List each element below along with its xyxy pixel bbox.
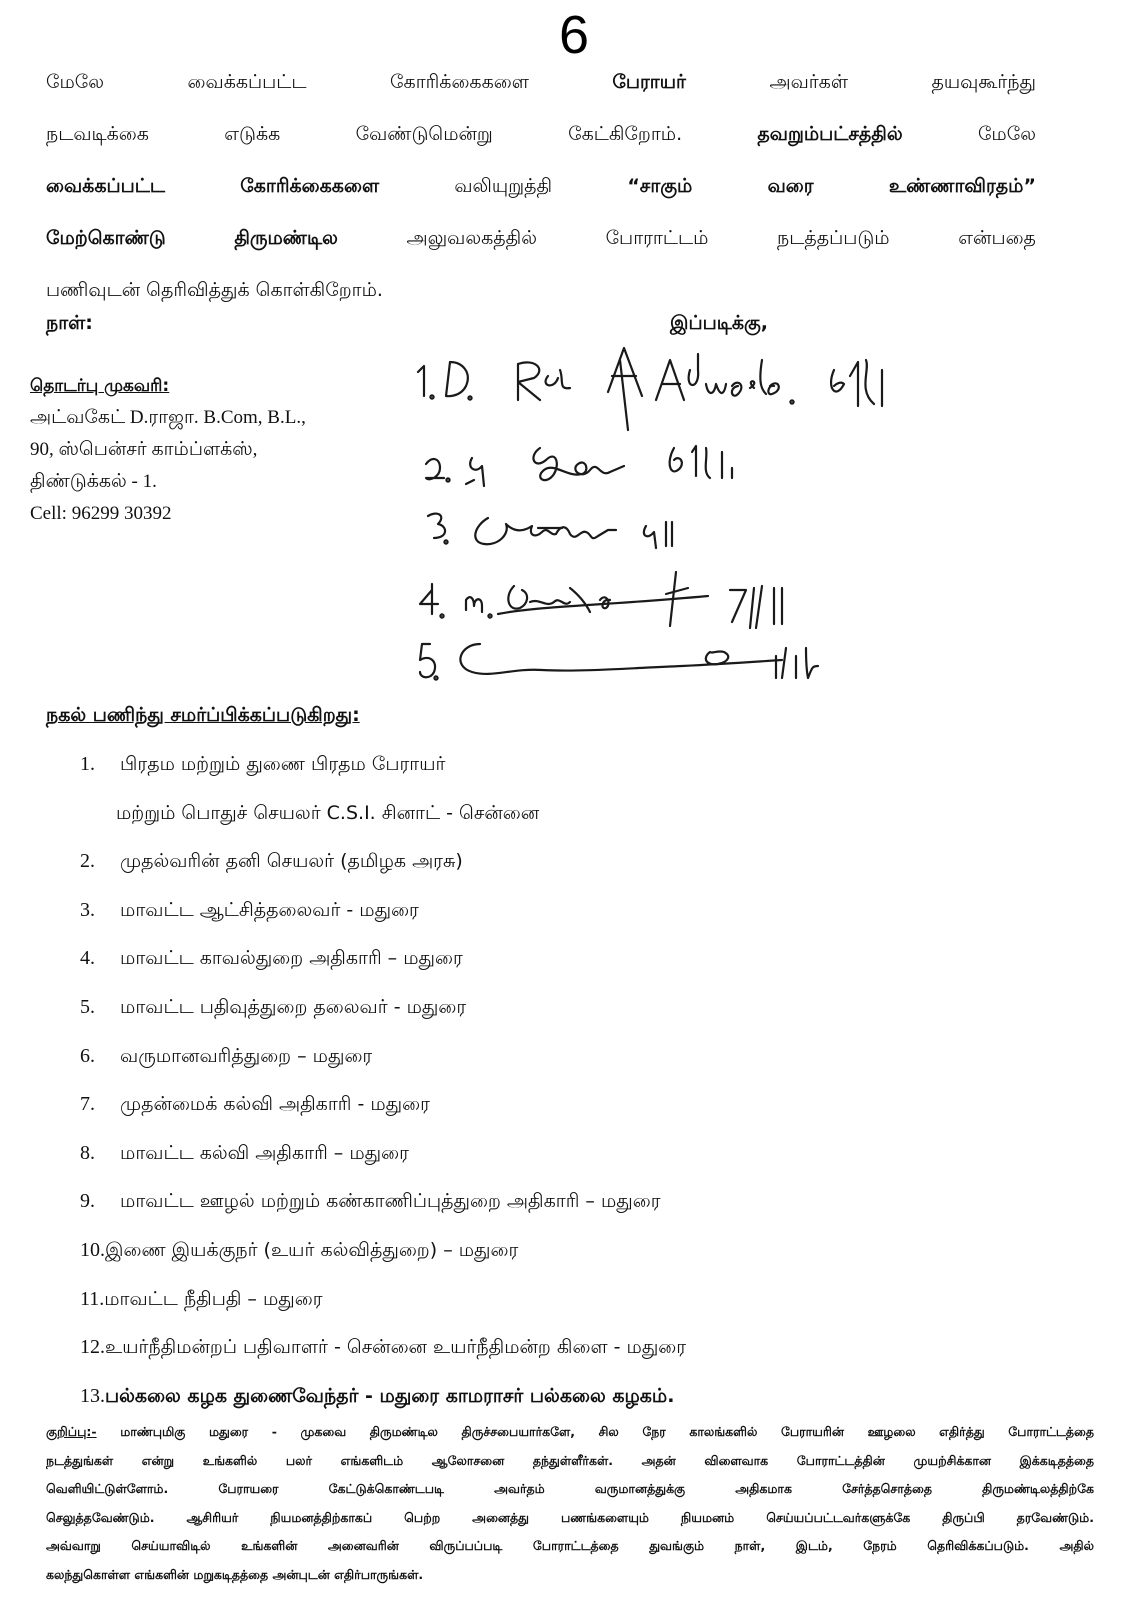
signature-2 <box>426 446 732 486</box>
word: திருமண்டில <box>234 227 338 249</box>
contact-phone: Cell: 96299 30392 <box>30 503 172 524</box>
list-item: 2. முதல்வரின் தனி செயலர் (தமிழக அரசு) <box>80 850 463 873</box>
list-item: 13.பல்கலை கழக துணைவேந்தர் - மதுரை காமராசர் பல்கலை கழகம். <box>80 1384 675 1407</box>
handwritten-signatures <box>410 340 910 690</box>
footnote-line: குறிப்பு:- மாண்புமிகு மதுரை - முகவை திருமண்டில திருச்சபையார்களே, சில நேர காலங்களில் பேராயரின் ஊழலை எதிர்த்து போராட்டத்தை <box>46 1424 1094 1439</box>
footnote-line: கலந்துகொள்ள எங்களின் மறுகடிதத்தை அன்புடன் எதிர்பாருங்கள். <box>46 1566 424 1582</box>
recipient-list <box>80 744 1080 1424</box>
word: கோரிக்கைகளை <box>240 175 380 197</box>
list-item: 3. மாவட்ட ஆட்சித்தலைவர் - மதுரை <box>80 898 419 921</box>
contact-city: திண்டுக்கல் - 1. <box>30 471 157 492</box>
paragraph-last-line: பணிவுடன் தெரிவித்துக் கொள்கிறோம். <box>46 279 383 301</box>
contact-name: அட்வகேட் D.ராஜா. B.Com, B.L., <box>30 407 306 428</box>
page-number: 6 <box>558 5 590 65</box>
signature-4 <box>420 572 782 628</box>
closing-salutation: இப்படிக்கு, <box>670 312 769 334</box>
footnote-label: குறிப்பு:- <box>46 1424 97 1439</box>
word: கேட்கிறோம். <box>568 123 683 145</box>
paragraph-line <box>46 218 1036 270</box>
list-item: 1. பிரதம மற்றும் துணை பிரதம பேராயர் <box>80 753 446 775</box>
word: நடத்தப்படும் <box>777 227 890 249</box>
contact-heading: தொடர்பு முகவரி: <box>30 376 170 396</box>
word: வைக்கப்பட்ட <box>46 175 165 197</box>
word: அவர்கள் <box>769 71 848 93</box>
word: தவறும்பட்சத்தில் <box>757 123 903 145</box>
footnote-line: செலுத்தவேண்டும். ஆசிரியர் நியமனத்திற்காகப் பெற்ற அனைத்து பணங்களையும் நியமனம் செய்யப்பட்டவர்களுக்கே திருப்பி தரவேண்டும். <box>46 1509 1094 1525</box>
list-item: 9. மாவட்ட ஊழல் மற்றும் கண்காணிப்புத்துறை அதிகாரி – மதுரை <box>80 1190 661 1213</box>
list-item: 10.இணை இயக்குநர் (உயர் கல்வித்துறை) – மதுரை <box>80 1238 519 1261</box>
word: மேற்கொண்டு <box>46 227 166 249</box>
list-item: 11.மாவட்ட நீதிபதி – மதுரை <box>80 1287 323 1310</box>
copy-to-heading: நகல் பணிந்து சமர்ப்பிக்கப்படுகிறது: <box>46 704 360 726</box>
paragraph-line <box>46 166 1036 218</box>
word: என்பதை <box>958 227 1036 249</box>
footnote-line: நடத்துங்கள் என்று உங்களில் பலர் எங்களிடம் ஆலோசனை தந்துள்ளீர்கள். அதன் விளைவாக போராட்டத்தின் முயற்சிக்கான இக்கடிதத்தை <box>46 1452 1094 1468</box>
word: எடுக்க <box>224 123 281 145</box>
word: “சாகும் <box>627 175 693 197</box>
list-item: 6. வருமானவரித்துறை – மதுரை <box>80 1044 373 1067</box>
contact-address: 90, ஸ்பென்சர் காம்ப்ளக்ஸ், <box>30 439 258 460</box>
paragraph-line <box>46 114 1036 166</box>
word: தயவுகூர்ந்து <box>931 71 1036 93</box>
footnote <box>46 1418 1094 1590</box>
date-label: நாள்: <box>46 312 93 334</box>
word: வேண்டுமென்று <box>355 123 493 145</box>
word: கோரிக்கைகளை <box>390 71 529 93</box>
list-item: 5. மாவட்ட பதிவுத்துறை தலைவர் - மதுரை <box>80 995 467 1018</box>
word: மேலே <box>46 71 105 93</box>
word: நடவடிக்கை <box>46 123 149 145</box>
word: பேராயர் <box>612 71 686 93</box>
paragraph-line <box>46 270 1036 322</box>
signature-1 <box>418 348 882 430</box>
word: வரை <box>767 175 814 197</box>
word: உண்ணாவிரதம்” <box>888 175 1036 197</box>
signature-5 <box>420 644 818 680</box>
signature-3 <box>428 514 672 548</box>
contact-block <box>30 370 306 530</box>
list-item: 12.உயர்நீதிமன்றப் பதிவாளர் - சென்னை உயர்நீதிமன்ற கிளை - மதுரை <box>80 1336 687 1359</box>
list-item: 8. மாவட்ட கல்வி அதிகாரி – மதுரை <box>80 1141 409 1164</box>
word: வைக்கப்பட்ட <box>187 71 307 93</box>
list-item: 4. மாவட்ட காவல்துறை அதிகாரி – மதுரை <box>80 947 463 970</box>
word: மேலே <box>977 123 1036 145</box>
word: வலியுறுத்தி <box>454 175 553 197</box>
body-paragraph <box>46 62 1036 322</box>
word: அலுவலகத்தில் <box>406 227 537 249</box>
footnote-line: அவ்வாறு செய்யாவிடில் உங்களின் அனைவரின் விருப்பப்படி போராட்டத்தை துவங்கும் நாள், இடம், நேரம் தெரிவிக்கப்படும். அதில் <box>46 1538 1094 1554</box>
list-item: 7. முதன்மைக் கல்வி அதிகாரி - மதுரை <box>80 1093 430 1116</box>
paragraph-line <box>46 62 1036 114</box>
word: போராட்டம் <box>605 227 709 249</box>
footnote-line: வெளியிட்டுள்ளோம். பேராயரை கேட்டுக்கொண்டபடி அவர்தம் வருமானத்துக்கு அதிகமாக சேர்த்தசொத்தை திருமண்டிலத்திற்கே <box>46 1481 1094 1497</box>
list-item: மற்றும் பொதுச் செயலர் C.S.I. சினாட் - சென்னை <box>116 801 540 824</box>
